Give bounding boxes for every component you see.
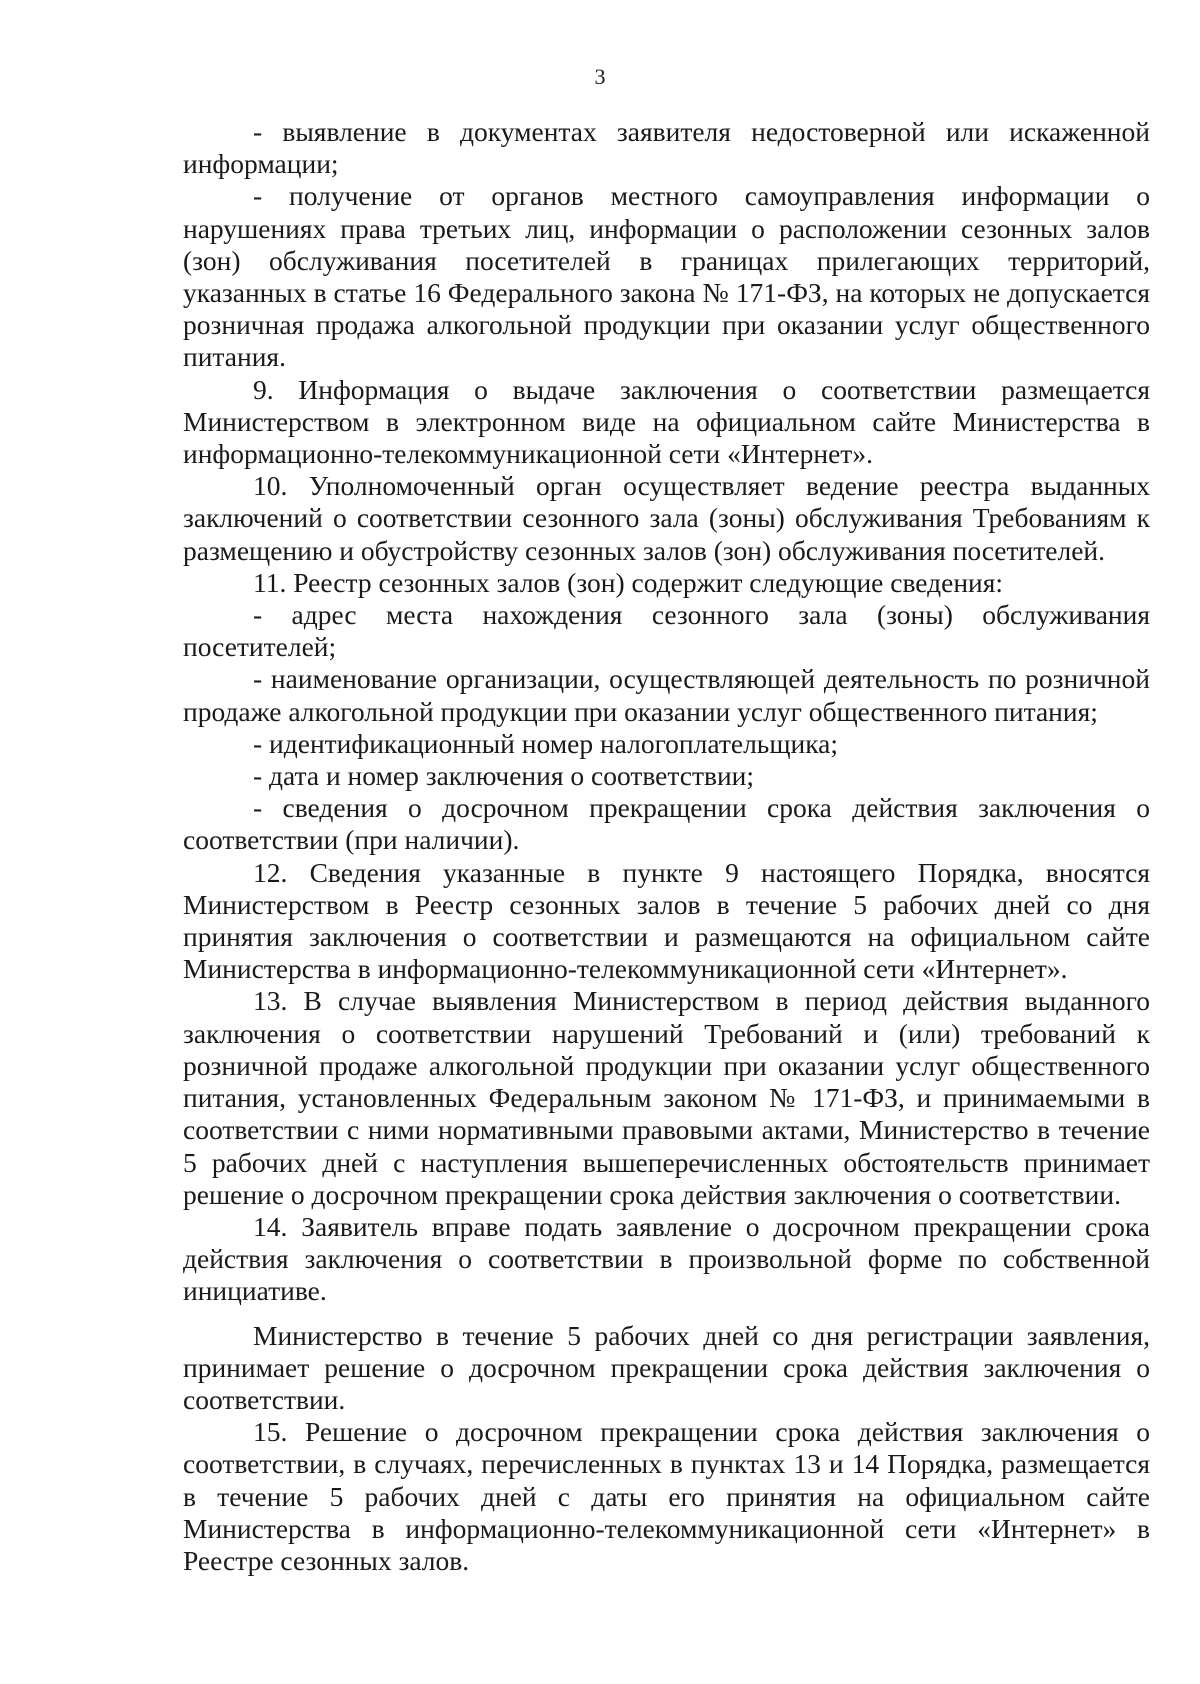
paragraph-clause-15: 15. Решение о досрочном прекращении срока действия заключения о соответствии, в случаях, перечисленных в пунктах 13 и 14 Порядка, размещается в течение 5 рабочих дней с даты его принятия на официальном сайте Министерства в информационно-телекоммуникационной сети «Интернет» в Реестре сезонных залов. xyxy=(183,1416,1150,1576)
paragraph-clause-10: 10. Уполномоченный орган осуществляет ведение реестра выданных заключений о соответствии сезонного зала (зоны) обслуживания Требованиям к размещению и обустройству сезонных залов (зон) обслуживания посетителей. xyxy=(183,470,1150,566)
paragraph-bullet-local-authority-info: - получение от органов местного самоуправления информации о нарушениях права третьих лиц, информации о расположении сезонных залов (зон) обслуживания посетителей в границах прилегающих территорий, указанных в статье 16 Федерального закона № 171-ФЗ, на которых не допускается розничная продажа алкогольной продукции при оказании услуг общественного питания. xyxy=(183,180,1150,373)
document-body xyxy=(183,116,1150,1577)
paragraph-bullet-address: - адрес места нахождения сезонного зала (зоны) обслуживания посетителей; xyxy=(183,599,1150,663)
paragraph-bullet-date-number: - дата и номер заключения о соответствии; xyxy=(253,760,755,792)
page-number: 3 xyxy=(594,64,606,89)
paragraph-bullet-early-termination: - сведения о досрочном прекращении срока действия заключения о соответствии (при наличии). xyxy=(183,792,1150,856)
paragraph-clause-12: 12. Сведения указанные в пункте 9 настоящего Порядка, вносятся Министерством в Реестр сезонных залов в течение 5 рабочих дней со дня принятия заключения о соответствии и размещаются на официальном сайте Министерства в информационно-телекоммуникационной сети «Интернет». xyxy=(183,856,1150,985)
paragraph-clause-11: 11. Реестр сезонных залов (зон) содержит следующие сведения: xyxy=(253,566,1004,598)
paragraph-bullet-inaccurate-info: - выявление в документах заявителя недостоверной или искаженной информации; xyxy=(183,116,1150,180)
paragraph-ministry-decision: Министерство в течение 5 рабочих дней со дня регистрации заявления, принимает решение о досрочном прекращении срока действия заключения о соответствии. xyxy=(183,1319,1150,1415)
paragraph-clause-13: 13. В случае выявления Министерством в период действия выданного заключения о соответствии нарушений Требований и (или) требований к розничной продаже алкогольной продукции при оказании услуг общественного питания, установленных Федеральным законом № 171-ФЗ, и принимаемыми в соответствии с ними нормативными правовыми актами, Министерство в течение 5 рабочих дней с наступления вышеперечисленных обстоятельств принимает решение о досрочном прекращении срока действия заключения о соответствии. xyxy=(183,985,1150,1210)
paragraph-clause-14: 14. Заявитель вправе подать заявление о досрочном прекращении срока действия заключения о соответствии в произвольной форме по собственной инициативе. xyxy=(183,1210,1150,1307)
paragraph-clause-9: 9. Информация о выдаче заключения о соответствии размещается Министерством в электронном виде на официальном сайте Министерства в информационно-телекоммуникационной сети «Интернет». xyxy=(183,373,1150,470)
paragraph-bullet-organization-name: - наименование организации, осуществляющей деятельность по розничной продаже алкогольной продукции при оказании услуг общественного питания; xyxy=(183,663,1150,727)
paragraph-bullet-tax-id: - идентификационный номер налогоплательщика; xyxy=(253,727,839,759)
